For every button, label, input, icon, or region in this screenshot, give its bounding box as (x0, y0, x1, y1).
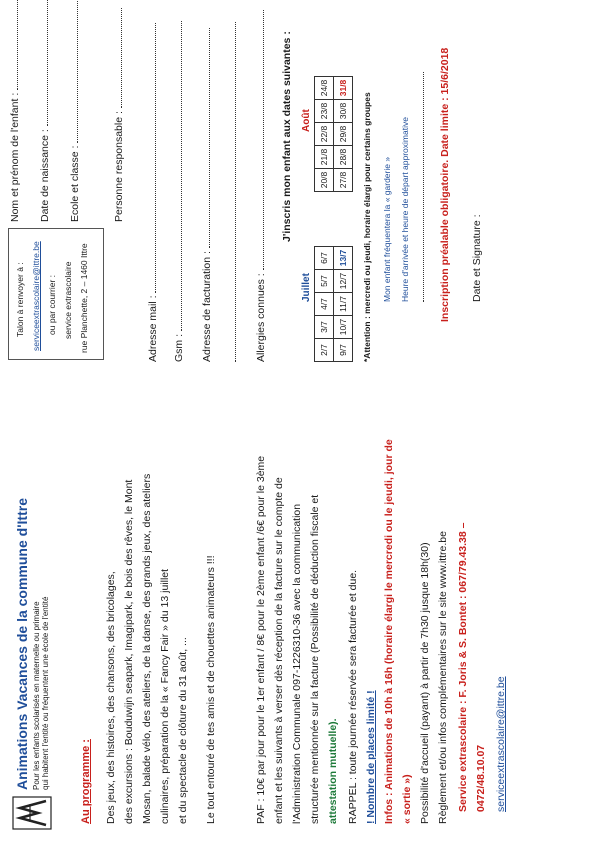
date-cell[interactable]: 9/7 (334, 339, 353, 362)
juillet-label: Juillet (301, 273, 312, 302)
naissance-field[interactable] (47, 0, 48, 126)
infos-line-4: Règlement et/ou infos complémentaires sur le site www.ittre.be (437, 531, 449, 824)
responsable-field[interactable] (121, 8, 122, 108)
date-cell[interactable]: 10/7 (334, 316, 353, 339)
programme-line-4: culinaires, préparation de la « Fancy Fair » du 13 juillet (159, 568, 171, 824)
service-email[interactable]: serviceextrascolaire@ittre.be (495, 676, 507, 812)
juillet-row-1 (315, 247, 334, 362)
entourage-text: Le tout entouré de tes amis et de chouettes animateurs !!! (205, 555, 217, 824)
heure-line (414, 72, 428, 302)
talon-line-1: Talon à renvoyer à : (15, 262, 25, 337)
mail-label: Adresse mail : (146, 23, 160, 362)
talon-line-4: service extrascolaire (63, 261, 73, 339)
date-cell[interactable]: 3/7 (315, 316, 334, 339)
inscription-text: Inscription préalable obligatoire. Date limite : 15/6/2018 (439, 47, 451, 322)
date-cell[interactable]: 24/8 (315, 77, 334, 100)
heure-text: Heure d'arrivée et heure de départ approximative (400, 117, 410, 302)
paf-line-5: attestation mutuelle). (327, 718, 339, 824)
paf-line-1: PAF : 10€ par jour pour le 1er enfant / 8€ pour le 2ème enfant /6€ pour le 3ème (255, 455, 267, 824)
responsable-label: Personne responsable : (112, 8, 126, 222)
ittre-logo-icon (12, 796, 52, 830)
date-cell[interactable]: 2/7 (315, 339, 334, 362)
service-line-2: 0472/48.10.07 (475, 744, 487, 812)
programme-line-5: et du spectacle de clôture du 31 août, ... (177, 637, 189, 824)
date-cell[interactable]: 29/8 (334, 123, 353, 146)
programme-line-1: Des jeux, des histoires, des chansons, des bricolages, (105, 571, 117, 824)
flyer-subtitle-2: qui habitent l'entité ou fréquentent une école de l'entité (41, 596, 50, 790)
facturation-line-2 (226, 22, 240, 362)
talon-line-3: ou par courrier : (47, 275, 57, 335)
ecole-label: Ecole et classe : (68, 0, 82, 222)
date-cell[interactable]: 4/7 (315, 293, 334, 316)
gsm-field[interactable] (181, 21, 182, 331)
places-text: ! Nombre de places limité ! (365, 690, 377, 824)
aout-label: Août (301, 109, 312, 132)
aout-table (314, 76, 353, 192)
flyer-subtitle-1: Pour les enfants scolarisés en maternelle ou primaire (32, 601, 41, 790)
juillet-row-2 (334, 247, 353, 362)
talon-email[interactable]: serviceextrascolaire@ittre.be (31, 241, 41, 351)
nom-field[interactable] (17, 0, 18, 90)
mail-field[interactable] (155, 23, 156, 293)
talon-line-5: rue Planchette, 2 – 1460 Ittre (79, 243, 89, 353)
date-cell[interactable]: 20/8 (315, 169, 334, 192)
paf-line-3: l'Administration Communale 097-1226310-36 avec la communication (291, 503, 303, 824)
ecole-field[interactable] (77, 0, 78, 143)
date-cell[interactable]: 27/8 (334, 169, 353, 192)
aout-row-1 (315, 77, 334, 192)
programme-line-3: Mosan, balade vélo, des ateliers, de la danse, des grands jeux, des ateliers (141, 473, 153, 824)
attention-text: *Attention : mercredi ou jeudi, horaire élargi pour certains groupes (362, 92, 372, 362)
paf-line-2: enfant et les suivants à verser dès réception de la facture sur le compte de (273, 477, 285, 824)
infos-line-1: Infos : Animations de 10h à 16h (horaire élargi le mercredi ou le jeudi, jour de (383, 439, 395, 824)
naissance-label: Date de naissance : (38, 0, 52, 222)
rappel-text: RAPPEL : toute journée réservée sera facturée et due. (347, 569, 359, 824)
date-cell[interactable]: 6/7 (315, 247, 334, 270)
programme-heading: Au programme : (80, 739, 92, 824)
flyer-title: Animations Vacances de la commune d'Ittre (14, 498, 30, 790)
talon-box (8, 228, 104, 360)
heure-field[interactable] (423, 72, 424, 302)
programme-line-2: des excursions : Bouduwijn seapark, Imagipark, le bois des rêves, le Mont (123, 479, 135, 824)
inscris-text: J'inscris mon enfant aux dates suivantes : (281, 31, 293, 242)
facturation-field[interactable] (209, 28, 210, 248)
facturation-label: Adresse de facturation : (200, 28, 214, 362)
date-cell[interactable]: 23/8 (315, 100, 334, 123)
facturation-field-2[interactable] (235, 22, 236, 362)
gsm-label: Gsm : (172, 21, 186, 362)
date-cell[interactable]: 12/7 (334, 270, 353, 293)
date-cell[interactable]: 13/7 (334, 247, 353, 270)
nom-label: Nom et prénom de l'enfant : (8, 0, 22, 222)
juillet-table (314, 246, 353, 362)
paf-line-4: structurée mentionnée sur la facture (Possibilité de déduction fiscale et (309, 494, 321, 824)
date-cell[interactable]: 30/8 (334, 100, 353, 123)
signature-label: Date et Signature : (471, 214, 483, 302)
date-cell[interactable]: 31/8 (334, 77, 353, 100)
allergies-label: Allergies connues : (254, 10, 268, 362)
date-cell[interactable]: 5/7 (315, 270, 334, 293)
aout-row-2 (334, 77, 353, 192)
infos-line-2: « sortie ») (401, 774, 413, 824)
date-cell[interactable]: 21/8 (315, 146, 334, 169)
infos-line-3: Possibilité d'accueil (payant) à partir de 7h30 jusque 18h(30) (419, 542, 431, 824)
date-cell[interactable]: 28/8 (334, 146, 353, 169)
service-line-1: Service extrascolaire : F. Joris & S. Bontet : 067/79.43.38 – (457, 522, 469, 812)
garderie-text: Mon enfant fréquentera la « garderie » (382, 156, 392, 302)
allergies-field[interactable] (263, 10, 264, 270)
date-cell[interactable]: 11/7 (334, 293, 353, 316)
date-cell[interactable]: 22/8 (315, 123, 334, 146)
